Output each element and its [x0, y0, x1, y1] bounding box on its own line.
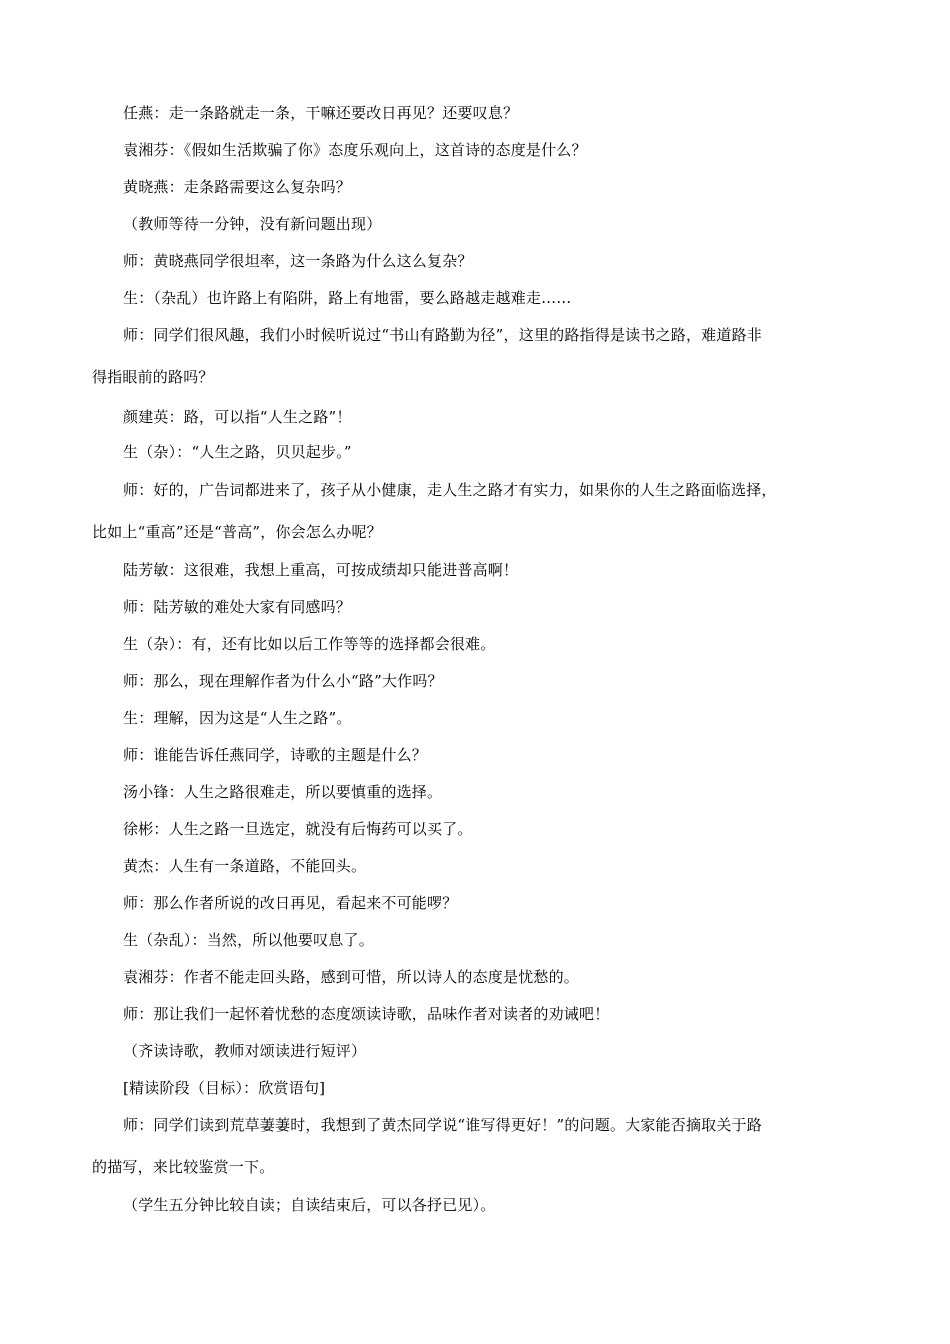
- paragraph-line: 师：那让我们一起怀着忧愁的态度颂读诗歌，品味作者对读者的劝诫吧！: [123, 1005, 610, 1023]
- paragraph-line: 生（杂）：“人生之路，贝贝起步。”: [123, 443, 352, 461]
- paragraph-line: 师：黄晓燕同学很坦率，这一条路为什么这么复杂？: [123, 252, 473, 270]
- section-heading: [精读阶段（目标）：欣赏语句]: [123, 1079, 326, 1097]
- paragraph-line: 袁湘芬：《假如生活欺骗了你》态度乐观向上，这首诗的态度是什么？: [123, 141, 587, 159]
- paragraph-line-continuation: 得指眼前的路吗？: [92, 368, 214, 386]
- paragraph-line: 颜建英：路，可以指“人生之路”！: [123, 408, 352, 426]
- paragraph-line-continuation: 的描写，来比较鉴赏一下。: [92, 1158, 275, 1176]
- paragraph-line: 徐彬：人生之路一旦选定，就没有后悔药可以买了。: [123, 820, 473, 838]
- paragraph-line: 袁湘芬：作者不能走回头路，感到可惜，所以诗人的态度是忧愁的。: [123, 968, 580, 986]
- paragraph-line: 生：（杂乱）也许路上有陷阱，路上有地雷，要么路越走越难走……: [123, 289, 572, 307]
- paragraph-line: 陆芳敏：这很难，我想上重高，可按成绩却只能进普高啊！: [123, 561, 519, 579]
- paragraph-line: 师：谁能告诉任燕同学，诗歌的主题是什么？: [123, 746, 428, 764]
- paragraph-line: 师：同学们很风趣，我们小时候听说过“书山有路勤为径”，这里的路指得是读书之路，难道路非: [123, 326, 762, 344]
- paragraph-line: 黄杰：人生有一条道路，不能回头。: [123, 857, 367, 875]
- paragraph-line-continuation: 比如上“重高”还是“普高”，你会怎么办呢？: [92, 523, 382, 541]
- paragraph-line: 师：同学们读到荒草萋萋时，我想到了黄杰同学说“谁写得更好！”的问题。大家能否摘取关于路: [123, 1116, 762, 1134]
- paragraph-line: 生（杂乱）：当然，所以他要叹息了。: [123, 931, 374, 949]
- paragraph-line: 汤小锋：人生之路很难走，所以要慎重的选择。: [123, 783, 443, 801]
- paragraph-line: 任燕：走一条路就走一条，干嘛还要改日再见？还要叹息？: [123, 104, 519, 122]
- paragraph-line: （学生五分钟比较自读；自读结束后，可以各抒已见）。: [123, 1196, 496, 1214]
- paragraph-line: 师：陆芳敏的难处大家有同感吗？: [123, 598, 352, 616]
- paragraph-line: 师：好的，广告词都进来了，孩子从小健康，走人生之路才有实力，如果你的人生之路面临选择，: [123, 481, 777, 499]
- paragraph-line: 师：那么，现在理解作者为什么小“路”大作吗？: [123, 672, 443, 690]
- paragraph-line: 黄晓燕：走条路需要这么复杂吗？: [123, 178, 352, 196]
- paragraph-line: 生（杂）：有，还有比如以后工作等等的选择都会很难。: [123, 635, 496, 653]
- paragraph-line: （教师等待一分钟，没有新问题出现）: [123, 215, 382, 233]
- paragraph-line: （齐读诗歌，教师对颂读进行短评）: [123, 1042, 367, 1060]
- paragraph-line: 生：理解，因为这是“人生之路”。: [123, 709, 352, 727]
- paragraph-line: 师：那么作者所说的改日再见，看起来不可能啰？: [123, 894, 458, 912]
